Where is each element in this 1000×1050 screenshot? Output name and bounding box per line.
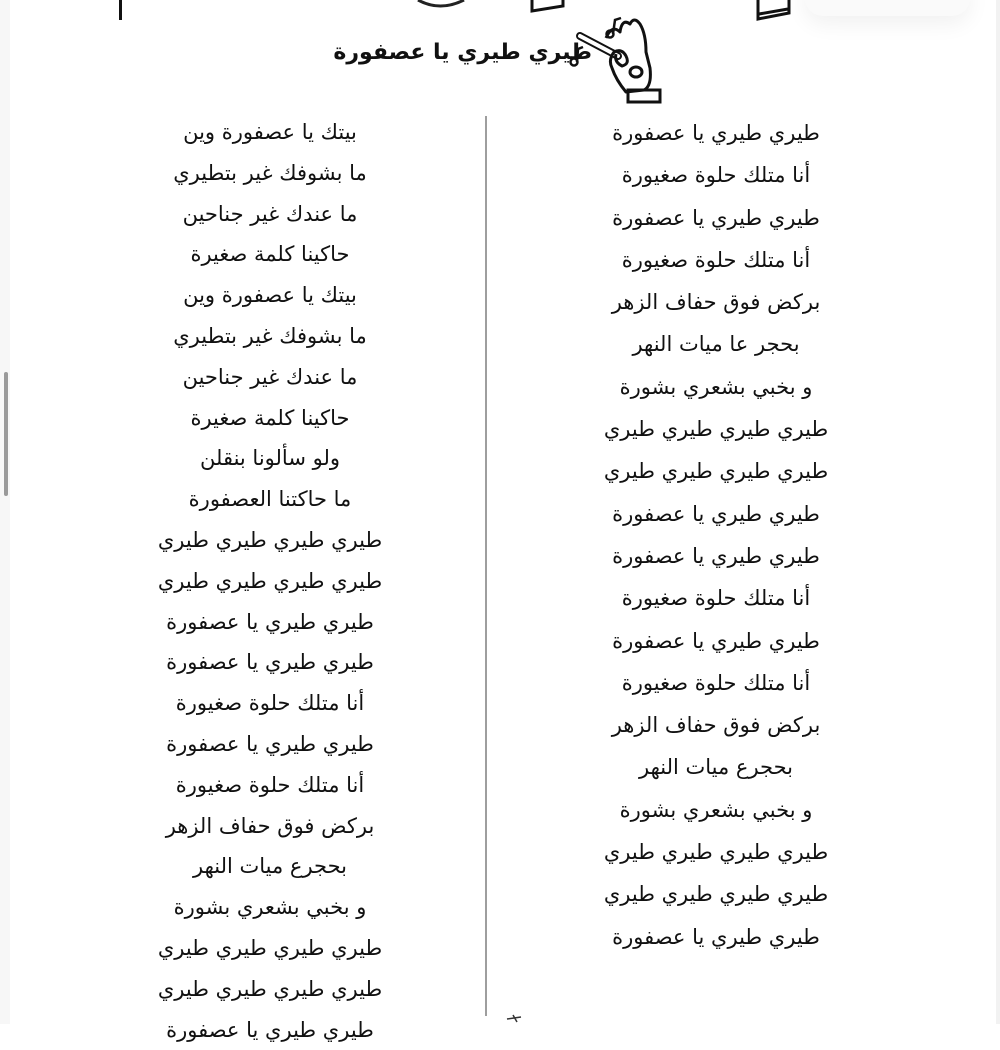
lyric-line: حاكينا كلمة صغيرة xyxy=(190,405,350,430)
lyric-line: طيري طيري يا عصفورة xyxy=(166,609,374,634)
lyric-line: و بخبي بشعري بشورة xyxy=(173,895,367,920)
lyric-line: طيري طيري طيري طيري xyxy=(157,935,383,960)
lyric-line: طيري طيري يا عصفورة xyxy=(612,121,820,145)
lyric-line: طيري طيري يا عصفورة xyxy=(166,650,374,675)
lyric-line: بيتك يا عصفورة وين xyxy=(183,283,357,308)
song-title: طيري طيري يا عصفورة xyxy=(333,40,592,65)
vertical-scrollbar[interactable] xyxy=(4,372,8,496)
lyric-line: بركض فوق حفاف الزهر xyxy=(165,813,375,838)
song-title-row xyxy=(300,36,680,76)
lyric-line: ولو سألونا بنقلن xyxy=(200,446,340,471)
lyric-line: طيري طيري طيري طيري xyxy=(603,417,829,442)
lyric-line: طيري طيري يا عصفورة xyxy=(612,924,820,949)
lyric-line: ما عندك غير جناحين xyxy=(182,201,358,226)
column-divider xyxy=(485,116,487,1016)
lyric-line: أنا متلك حلوة صغيورة xyxy=(175,772,365,797)
lyric-line: بحجر عا ميات النهر xyxy=(632,332,800,357)
lyric-line: أنا متلك حلوة صغيورة xyxy=(621,586,811,611)
book-icon xyxy=(758,0,789,19)
decorative-circle-icon xyxy=(418,0,464,6)
lyrics-column-left xyxy=(120,112,420,1050)
lyric-line: طيري طيري طيري طيري xyxy=(603,840,829,865)
lyric-line: أنا متلك حلوة صغيورة xyxy=(175,691,365,716)
lyric-line: طيري طيري طيري طيري xyxy=(157,527,383,552)
lyric-line: و بخبي بشعري بشورة xyxy=(619,797,813,822)
page-right-margin xyxy=(996,0,1000,1024)
lyric-line: ما بشوفك غير بتطيري xyxy=(173,323,367,348)
lyric-line: أنا متلك حلوة صغيورة xyxy=(621,670,811,695)
lyric-line: بحجرع ميات النهر xyxy=(638,755,793,780)
lyric-line: طيري طيري يا عصفورة xyxy=(166,1017,374,1042)
lyric-line: طيري طيري يا عصفورة xyxy=(612,205,820,230)
lyric-line: طيري طيري طيري طيري xyxy=(603,882,829,907)
lyric-line: طيري طيري طيري طيري xyxy=(603,459,829,484)
lyric-line: أنا متلك حلوة صغيورة xyxy=(621,163,811,188)
lyric-line: بركض فوق حفاف الزهر xyxy=(611,290,821,315)
book-icon xyxy=(532,0,563,11)
lyric-line: أنا متلك حلوة صغيورة xyxy=(621,247,811,272)
lyric-line: طيري طيري طيري طيري xyxy=(157,568,383,593)
lyric-line: بركض فوق حفاف الزهر xyxy=(611,713,821,738)
decorative-line-icon xyxy=(119,0,122,20)
lyric-line: طيري طيري يا عصفورة xyxy=(166,731,374,756)
lyric-line: ما عندك غير جناحين xyxy=(182,364,358,389)
lyric-line: بحجرع ميات النهر xyxy=(192,854,347,879)
lyric-line: طيري طيري يا عصفورة xyxy=(612,628,820,653)
lyric-line: بيتك يا عصفورة وين xyxy=(183,120,357,144)
lyric-line: طيري طيري طيري طيري xyxy=(157,976,383,1001)
lyric-line: و بخبي بشعري بشورة xyxy=(619,374,813,399)
lyric-line: ما حاكتنا العصفورة xyxy=(188,487,352,512)
page-left-margin xyxy=(0,0,10,1024)
pen-mark-icon xyxy=(505,1013,525,1023)
lyric-line: طيري طيري يا عصفورة xyxy=(612,543,820,568)
top-decoration xyxy=(0,0,1000,30)
lyric-line: ما بشوفك غير بتطيري xyxy=(173,160,367,185)
lyric-line: طيري طيري يا عصفورة xyxy=(612,501,820,526)
lyrics-column-right xyxy=(566,112,866,958)
lyric-line: حاكينا كلمة صغيرة xyxy=(190,242,350,267)
